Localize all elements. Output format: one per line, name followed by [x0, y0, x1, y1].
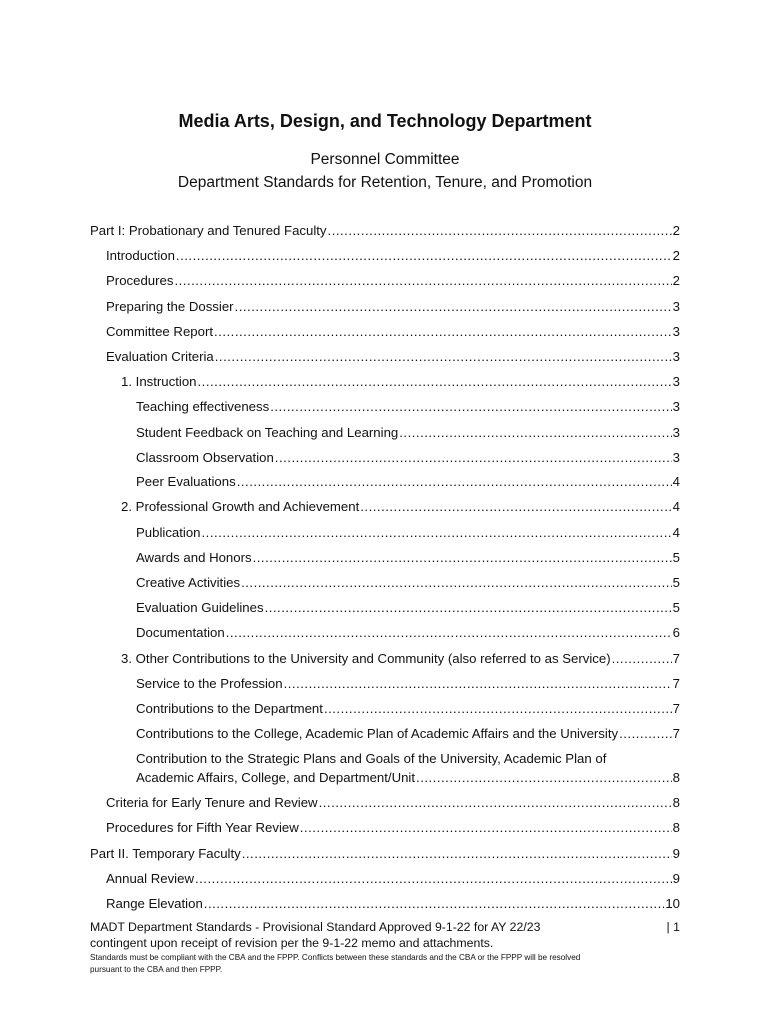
toc-entry-label: 1. Instruction: [121, 374, 197, 389]
toc-entry[interactable]: [136, 725, 680, 743]
toc-entry[interactable]: [121, 373, 680, 391]
toc-entry[interactable]: [136, 449, 680, 467]
toc-entry[interactable]: [106, 298, 680, 316]
toc-entry-page: 3: [672, 349, 680, 364]
toc-entry[interactable]: [106, 247, 680, 265]
toc-entry-page: 7: [672, 651, 680, 666]
toc-entry[interactable]: [136, 624, 680, 642]
toc-entry-page: 9: [672, 846, 680, 861]
toc-entry-label: Annual Review: [106, 871, 194, 886]
toc-entry-page: 9: [672, 871, 680, 886]
page-number: | 1: [666, 920, 680, 934]
toc-entry[interactable]: [121, 650, 680, 668]
toc-entry-label: Criteria for Early Tenure and Review: [106, 795, 318, 810]
toc-entry-label: Part I: Probationary and Tenured Faculty: [90, 223, 327, 238]
toc-entry-label: Student Feedback on Teaching and Learning: [136, 425, 399, 440]
toc-entry-first-line[interactable]: Contribution to the Strategic Plans and Goals of the University, Academic Plan of: [136, 751, 607, 766]
toc-entry[interactable]: [106, 323, 680, 341]
document-title: Media Arts, Design, and Technology Department: [178, 111, 592, 131]
toc-entry-page: 6: [672, 625, 680, 640]
toc-entry-page: 8: [672, 820, 680, 835]
committee-subtitle: Personnel Committee: [310, 151, 460, 168]
footer-line-1: MADT Department Standards - Provisional Standard Approved 9-1-22 for AY 22/23: [90, 920, 541, 934]
toc-entry[interactable]: [106, 794, 680, 812]
toc-entry-page: 7: [672, 726, 680, 741]
toc-entry-label: Contributions to the College, Academic Plan of Academic Affairs and the University: [136, 726, 619, 741]
toc-entry-label: Evaluation Criteria: [106, 349, 214, 364]
toc-entry-page: 7: [672, 676, 680, 691]
toc-entry-label: Peer Evaluations: [136, 474, 236, 489]
toc-entry-page: 4: [672, 474, 680, 489]
toc-entry[interactable]: [106, 272, 680, 290]
toc-entry-page: 5: [672, 575, 680, 590]
toc-entry[interactable]: [136, 549, 680, 567]
toc-entry-page: 3: [672, 399, 680, 414]
toc-entry-label: Service to the Profession: [136, 676, 283, 691]
toc-entry-page: 5: [672, 550, 680, 565]
toc-entry-page: 3: [672, 450, 680, 465]
toc-entry-page: 2: [672, 273, 680, 288]
toc-entry-label: Procedures for Fifth Year Review: [106, 820, 299, 835]
toc-entry[interactable]: [106, 348, 680, 366]
toc-entry-label: Awards and Honors: [136, 550, 252, 565]
toc-entry[interactable]: [106, 819, 680, 837]
footer-line-2: contingent upon receipt of revision per the 9-1-22 memo and attachments.: [90, 936, 494, 950]
toc-entry-label: Contributions to the Department: [136, 701, 323, 716]
toc-entry-page: 3: [672, 299, 680, 314]
page-footer: [90, 919, 680, 951]
toc-entry-label: Publication: [136, 525, 201, 540]
toc-entry-label: Range Elevation: [106, 896, 203, 911]
toc-entry-page: 10: [665, 896, 680, 911]
toc-entry-label: 2. Professional Growth and Achievement: [121, 499, 360, 514]
toc-entry-label: Introduction: [106, 248, 175, 263]
toc-entry-label: Procedures: [106, 273, 174, 288]
toc-entry[interactable]: [121, 498, 680, 516]
toc-entry-label: Evaluation Guidelines: [136, 600, 264, 615]
toc-entry-label: Teaching effectiveness: [136, 399, 270, 414]
toc-entry[interactable]: [106, 870, 680, 888]
toc-entry-page: 8: [672, 795, 680, 810]
toc-entry-label: Classroom Observation: [136, 450, 274, 465]
toc-entry[interactable]: [136, 675, 680, 693]
toc-entry-page: 2: [672, 223, 680, 238]
toc-entry-page: 3: [672, 425, 680, 440]
toc-entry[interactable]: [136, 398, 680, 416]
toc-entry-label: Committee Report: [106, 324, 214, 339]
toc-entry[interactable]: [136, 700, 680, 718]
toc-entry-label: Part II. Temporary Faculty: [90, 846, 241, 861]
toc-entry-page: 3: [672, 324, 680, 339]
toc-entry[interactable]: [136, 599, 680, 617]
toc-entry[interactable]: [136, 473, 680, 491]
toc-entry-page: 8: [672, 770, 680, 785]
toc-entry[interactable]: [90, 222, 680, 240]
compliance-note: [90, 952, 690, 976]
toc-entry[interactable]: [136, 769, 680, 787]
toc-entry-page: 2: [672, 248, 680, 263]
toc-entry-page: 4: [672, 525, 680, 540]
toc-entry-page: 4: [672, 499, 680, 514]
toc-entry-label: Academic Affairs, College, and Department/Unit: [136, 770, 416, 785]
toc-entry-page: 7: [672, 701, 680, 716]
toc-entry[interactable]: [136, 424, 680, 442]
toc-entry-label: Preparing the Dossier: [106, 299, 234, 314]
compliance-note-line-2: pursuant to the CBA and then FPPP.: [90, 965, 223, 974]
toc-entry-label: Creative Activities: [136, 575, 241, 590]
compliance-note-line-1: Standards must be compliant with the CBA and the FPPP. Conflicts between these standards and the CBA or the FPPP will be resolved: [90, 953, 581, 962]
toc-entry[interactable]: [106, 895, 680, 913]
toc-entry-page: 5: [672, 600, 680, 615]
toc-entry[interactable]: [136, 574, 680, 592]
toc-entry[interactable]: [90, 845, 680, 863]
toc-entry-label: 3. Other Contributions to the University and Community (also referred to as Service): [121, 651, 611, 666]
standards-subtitle: Department Standards for Retention, Tenure, and Promotion: [177, 174, 593, 191]
toc-entry[interactable]: [136, 524, 680, 542]
toc-entry-page: 3: [672, 374, 680, 389]
toc-entry-label: Documentation: [136, 625, 225, 640]
